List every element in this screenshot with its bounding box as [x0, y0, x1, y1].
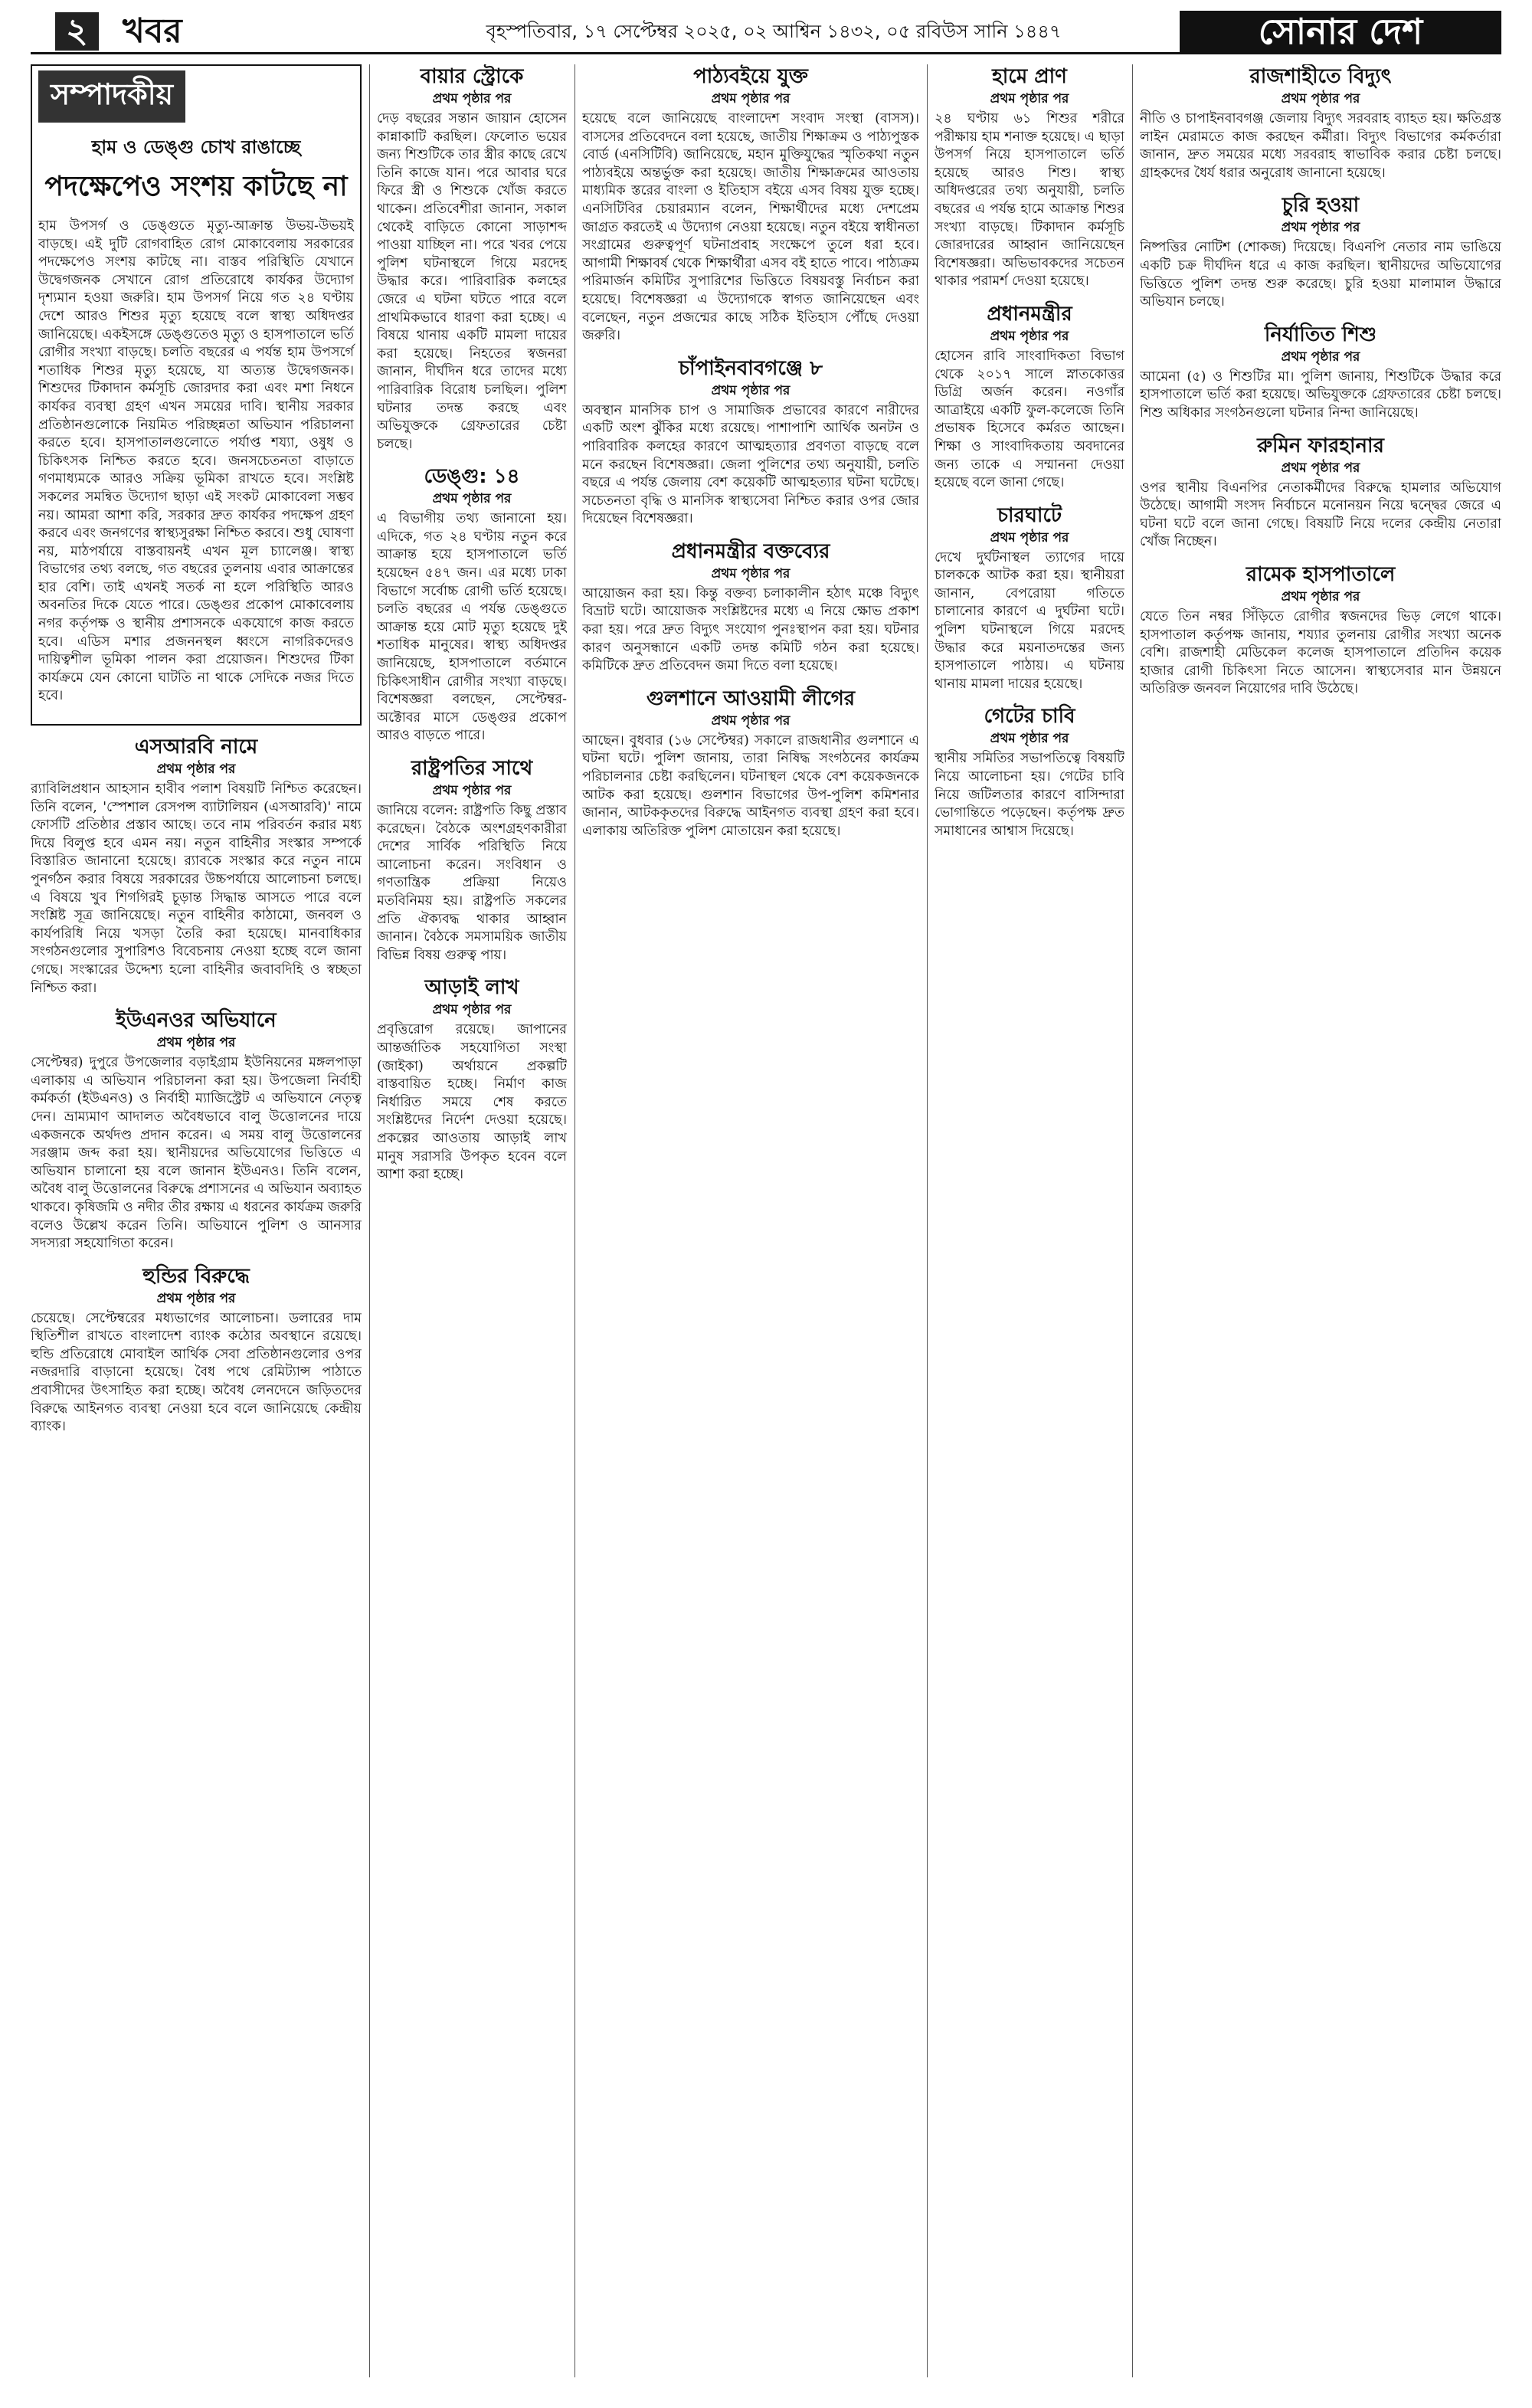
continued-label: প্রথম পৃষ্ঠার পর — [432, 491, 512, 507]
article-churi — [1140, 193, 1501, 311]
editorial-label: সম্পাদকীয় — [38, 70, 185, 123]
article-title: চারঘাটে — [997, 503, 1062, 527]
article-title: রুমিন ফারহানার — [1257, 434, 1384, 457]
editorial-headline: পদক্ষেপেও সংশয় কাটছে না — [44, 171, 348, 202]
article-title: গুলশানে আওয়ামী লীগের — [646, 686, 856, 710]
article-ham — [935, 64, 1124, 291]
article-body: জানিয়ে বলেন: রাষ্ট্রপতি কিছু প্রস্তাব করেছেন। বৈঠকে অংশগ্রহণকারীরা দেশের সার্বিক পরিস্থিতি নিয়ে আলোচনা করেন। সংবিধান ও গণতান্ত্রিক প্রক্রিয়া নিয়েও মতবিনিময় হয়। রাষ্ট্রপতি সকলের প্রতি ঐক্যবদ্ধ থাকার আহ্বান জানান। বৈঠকে সমসাময়িক জাতীয় বিভিন্ন বিষয় গুরুত্ব পায়। — [377, 803, 567, 963]
article-body: আয়োজন করা হয়। কিন্তু বক্তব্য চলাকালীন হঠাৎ মঞ্চে বিদ্যুৎ বিভ্রাট ঘটে। আয়োজক সংশ্লিষ্টদের মধ্যে এ নিয়ে ক্ষোভ প্রকাশ করা হয়। পরে দ্রুত বিদ্যুৎ সংযোগ পুনঃস্থাপন করা হয়। ঘটনার কারণ অনুসন্ধানে একটি তদন্ত কমিটি গঠন করা হয়েছে। কমিটিকে দ্রুত প্রতিবেদন জমা দিতে বলা হয়েছে। — [582, 585, 919, 674]
article-pathyabai — [582, 64, 919, 346]
article-bayar — [377, 64, 567, 454]
column-1 — [31, 64, 362, 2385]
article-hundi — [31, 1264, 362, 1437]
article-charghat — [935, 503, 1124, 694]
article-title: নির্যাতিত শিশু — [1264, 323, 1377, 346]
article-body: র‍্যাবিলিপ্রধান আহসান হাবীব পলাশ বিষয়টি নিশ্চিত করেছেন। তিনি বলেন, 'স্পেশাল রেসপন্স ব্যাটালিয়ন (এসআরবি)' নামে ফোর্সটি প্রতিষ্ঠার প্রস্তাব আছে। তবে নাম পরিবর্তন করার মধ্য দিয়ে বিলুপ্ত হবে এমন নয়। নতুন বাহিনীর সংস্কার সম্পর্কে বিস্তারিত জানানো হয়েছে। র‍্যাবকে সংস্কার করে নতুন নামে পুনর্গঠন করার বিষয়ে সরকারের উচ্চপর্যায়ে আলোচনা চলছে। এ বিষয়ে খুব শিগগিরই চূড়ান্ত সিদ্ধান্ত আসতে পারে বলে সংশ্লিষ্ট সূত্র জানিয়েছে। নতুন বাহিনীর কাঠামো, জনবল ও কার্যপরিধি নিয়ে খসড়া তৈরি করা হয়েছে। মানবাধিকার সংগঠনগুলোর সুপারিশও বিবেচনায় নেওয়া হচ্ছে বলে জানা গেছে। সংস্কারের উদ্দেশ্য হলো বাহিনীর জবাবদিহি ও স্বচ্ছতা নিশ্চিত করা। — [31, 781, 362, 996]
article-gate — [935, 704, 1124, 840]
column-rule — [369, 64, 370, 2377]
continued-label: প্রথম পৃষ্ঠার পর — [156, 1035, 236, 1051]
article-rab — [31, 735, 362, 998]
continued-label: প্রথম পৃষ্ঠার পর — [156, 1290, 236, 1306]
continued-label: প্রথম পৃষ্ঠার পর — [711, 382, 791, 398]
continued-label: প্রথম পৃষ্ঠার পর — [711, 713, 791, 729]
article-title: বায়ার স্ট্রোকে — [420, 65, 524, 88]
masthead-logo: সোনার দেশ — [1180, 11, 1501, 52]
article-title: আড়াই লাখ — [424, 976, 519, 1000]
continued-label: প্রথম পৃষ্ঠার পর — [432, 1002, 512, 1018]
column-2 — [377, 64, 567, 2385]
continued-label: প্রথম পৃষ্ঠার পর — [990, 328, 1069, 344]
column-rule — [927, 64, 928, 2377]
article-body: আছেন। বুধবার (১৬ সেপ্টেম্বর) সকালে রাজধানীর গুলশানে এ ঘটনা ঘটে। পুলিশ জানায়, তারা নিষিদ্ধ সংগঠনের কার্যক্রম পরিচালনার চেষ্টা করছিলেন। ঘটনাস্থল থেকে বেশ কয়েকজনকে আটক করা হয়েছে। গুলশান বিভাগের উপ-পুলিশ কমিশনার জানান, আটককৃতদের বিরুদ্ধে আইনগত ব্যবস্থা গ্রহণ করা হবে। এলাকায় অতিরিক্ত পুলিশ মোতায়েন করা হয়েছে। — [582, 732, 919, 839]
article-title: ডেঙ্গু: ১৪ — [424, 465, 520, 489]
continued-label: প্রথম পৃষ্ঠার পর — [432, 91, 512, 106]
column-rule — [574, 64, 575, 2377]
article-title: পাঠ্যবইয়ে যুক্ত — [693, 65, 808, 88]
editorial-body: হাম উপসর্গ ও ডেঙ্গুতে মৃত্যু-আক্রান্ত উভয়-উভয়ই বাড়ছে। এই দুটি রোগবাহিত রোগ মোকাবেলায় সরকারের পদক্ষেপেও সংশয় কাটছে না। বাস্তব পরিস্থিতি যেখানে উদ্বেগজনক সেখানে রোগ প্রতিরোধে কার্যকর উদ্যোগ দৃশ্যমান হওয়া জরুরি। হাম উপসর্গ নিয়ে গত ২৪ ঘণ্টায় দেশে আরও শিশুর মৃত্যু হয়েছে বলে স্বাস্থ্য অধিদপ্তর জানিয়েছে। একইসঙ্গে ডেঙ্গুতেও মৃত্যু ও হাসপাতালে ভর্তি রোগীর সংখ্যা বাড়ছে। চলতি বছরের এ পর্যন্ত হাম উপসর্গে শতাধিক শিশুর মৃত্যু হয়েছে, যা অত্যন্ত উদ্বেগজনক। শিশুদের টিকাদান কর্মসূচি জোরদার করা এবং মশা নিধনে কার্যকর ব্যবস্থা গ্রহণ এখন সময়ের দাবি। স্থানীয় সরকার প্রতিষ্ঠানগুলোকে নিয়মিত পরিচ্ছন্নতা অভিযান পরিচালনা করতে হবে। হাসপাতালগুলোতে পর্যাপ্ত শয্যা, ওষুধ ও চিকিৎসক নিশ্চিত করতে হবে। জনসচেতনতা বাড়াতে গণমাধ্যমকে আরও সক্রিয় ভূমিকা রাখতে হবে। সংশ্লিষ্ট সকলের সমন্বিত উদ্যোগ ছাড়া এই সংকট মোকাবেলা সম্ভব নয়। আমরা আশা করি, সরকার দ্রুত কার্যকর পদক্ষেপ গ্রহণ করবে এবং জনগণের স্বাস্থ্যসুরক্ষা নিশ্চিত করবে। শুধু ঘোষণা নয়, মাঠপর্যায়ে বাস্তবায়নই এখন মূল চ্যালেঞ্জ। স্বাস্থ্য বিভাগের তথ্য বলছে, গত বছরের তুলনায় এবার আক্রান্তের হার বেশি। তাই এখনই সতর্ক না হলে পরিস্থিতি আরও অবনতির দিকে যেতে পারে। ডেঙ্গুর প্রকোপ মোকাবেলায় নগর কর্তৃপক্ষ ও স্থানীয় প্রশাসনকে একযোগে কাজ করতে হবে। এডিস মশার প্রজননস্থল ধ্বংসে নাগরিকদেরও দায়িত্বশীল ভূমিকা পালন করা প্রয়োজন। শিশুদের টিকা কার্যক্রমে যেন কোনো ঘাটতি না থাকে সেদিকে নজর দিতে হবে। — [38, 218, 354, 704]
article-title: রাজশাহীতে বিদ্যুৎ — [1249, 65, 1392, 88]
article-title: প্রধানমন্ত্রীর বক্তব্যের — [671, 539, 830, 563]
article-body: চেয়েছে। সেপ্টেম্বরের মধ্যভাগের আলোচনা। ডলারের দাম স্থিতিশীল রাখতে বাংলাদেশ ব্যাংক কঠোর অবস্থানে রয়েছে। হুন্ডি প্রতিরোধে মোবাইল আর্থিক সেবা প্রতিষ্ঠানগুলোর ওপর নজরদারি বাড়ানো হয়েছে। বৈধ পথে রেমিট্যান্স পাঠাতে প্রবাসীদের উৎসাহিত করা হচ্ছে। অবৈধ লেনদেনে জড়িতদের বিরুদ্ধে আইনগত ব্যবস্থা নেওয়া হবে বলে জানিয়েছে কেন্দ্রীয় ব্যাংক। — [31, 1310, 362, 1435]
continued-label: প্রথম পৃষ্ঠার পর — [1281, 349, 1360, 365]
article-body: দেখে দুর্ঘটনাস্থল ত্যাগের দায়ে চালককে আটক করা হয়। স্থানীয়রা জানান, বেপরোয়া গতিতে চালানোর কারণে এ দুর্ঘটনা ঘটে। পুলিশ ঘটনাস্থলে গিয়ে মরদেহ উদ্ধার করে ময়নাতদন্তের জন্য হাসপাতালে পাঠায়। এ ঘটনায় থানায় মামলা দায়ের হয়েছে। — [935, 549, 1124, 692]
article-rajshahi-power — [1140, 64, 1501, 182]
article-nirjatito — [1140, 323, 1501, 423]
article-title: হুন্ডির বিরুদ্ধে — [142, 1264, 250, 1288]
column-4 — [935, 64, 1124, 2385]
column-rule — [1132, 64, 1133, 2377]
article-title: প্রধানমন্ত্রীর — [987, 302, 1072, 326]
continued-label: প্রথম পৃষ্ঠার পর — [711, 91, 791, 106]
continued-label: প্রথম পৃষ্ঠার পর — [1281, 91, 1360, 106]
article-pm — [935, 302, 1124, 493]
section-name: খবর — [123, 11, 182, 51]
continued-label: প্রথম পৃষ্ঠার পর — [1281, 220, 1360, 236]
article-body: আমেনা (৫) ও শিশুটির মা। পুলিশ জানায়, শিশুটিকে উদ্ধার করে হাসপাতালে ভর্তি করা হয়েছে। অভিযুক্তকে গ্রেফতারের চেষ্টা চলছে। শিশু অধিকার সংগঠনগুলো ঘটনার নিন্দা জানিয়েছে। — [1140, 369, 1501, 421]
article-dengue — [377, 464, 567, 745]
article-body: যেতে তিন নম্বর সিঁড়িতে রোগীর স্বজনদের ভিড় লেগে থাকে। হাসপাতাল কর্তৃপক্ষ জানায়, শয্যার তুলনায় রোগীর সংখ্যা অনেক বেশি। রাজশাহী মেডিকেল কলেজ হাসপাতালে প্রতিদিন কয়েক হাজার রোগী চিকিৎসা নিতে আসেন। স্বাস্থ্যসেবার মান উন্নয়নে অতিরিক্ত জনবল নিয়োগের দাবি উঠেছে। — [1140, 608, 1501, 697]
column-5 — [1140, 64, 1501, 2385]
article-body: নিষ্পত্তির নোটিশ (শোকজ) দিয়েছে। বিএনপি নেতার নাম ভাঙিয়ে একটি চক্র দীর্ঘদিন ধরে এ কাজ করছিল। স্থানীয়দের অভিযোগের ভিত্তিতে পুলিশ তদন্ত শুরু করেছে। চুরি হওয়া মালামাল উদ্ধারে অভিযান চলছে। — [1140, 240, 1501, 310]
article-title: চাঁপাইনবাবগঞ্জে ৮ — [679, 356, 823, 380]
continued-label: প্রথম পৃষ্ঠার পর — [990, 529, 1069, 545]
article-bokkhobbo — [582, 539, 919, 676]
continued-label: প্রথম পৃষ্ঠার পর — [990, 91, 1069, 106]
article-body: সেপ্টেম্বর) দুপুরে উপজেলার বড়াইগ্রাম ইউনিয়নের মঙ্গলপাড়া এলাকায় এ অভিযান পরিচালনা করা হয়। উপজেলা নির্বাহী কর্মকর্তা (ইউএনও) ও নির্বাহী ম্যাজিস্ট্রেট এ অভিযানে নেতৃত্ব দেন। ভ্রাম্যমাণ আদালত অবৈধভাবে বালু উত্তোলনের দায়ে একজনকে অর্থদণ্ড প্রদান করেন। এ সময় বালু উত্তোলনের সরঞ্জাম জব্দ করা হয়। স্থানীয়দের অভিযোগের ভিত্তিতে এ অভিযান চালানো হয় বলে জানান ইউএনও। তিনি বলেন, অবৈধ বালু উত্তোলনের বিরুদ্ধে প্রশাসনের এ অভিযান অব্যাহত থাকবে। কৃষিজমি ও নদীর তীর রক্ষায় এ ধরনের কার্যক্রম জরুরি বলেও উল্লেখ করেন তিনি। অভিযানে পুলিশ ও আনসার সদস্যরা সহযোগিতা করেন। — [31, 1055, 362, 1252]
article-title: গেটের চাবি — [984, 705, 1075, 729]
continued-label: প্রথম পৃষ্ঠার পর — [1281, 460, 1360, 476]
article-body: অবস্থান মানসিক চাপ ও সামাজিক প্রভাবের কারণে নারীদের একটি অংশ ঝুঁকির মধ্যে রয়েছে। পাশাপাশি আর্থিক অনটন ও পারিবারিক কলহের কারণে আত্মহত্যার প্রবণতা বাড়ছে বলে মনে করছেন বিশেষজ্ঞরা। জেলা পুলিশের তথ্য অনুযায়ী, চলতি বছরে এ পর্যন্ত জেলায় বেশ কয়েকটি আত্মহত্যার ঘটনা ঘটেছে। সচেতনতা বৃদ্ধি ও মানসিক স্বাস্থ্যসেবা নিশ্চিত করার ওপর জোর দিয়েছেন বিশেষজ্ঞরা। — [582, 402, 919, 527]
article-title: চুরি হওয়া — [1282, 194, 1360, 218]
article-chapai — [582, 356, 919, 529]
article-title: ইউএনওর অভিযানে — [116, 1009, 277, 1033]
article-title: রাষ্ট্রপতির সাথে — [411, 757, 533, 780]
article-title: এসআরবি নামে — [134, 736, 258, 759]
continued-label: প্রথম পৃষ্ঠার পর — [432, 783, 512, 798]
dateline: বৃহস্পতিবার, ১৭ সেপ্টেম্বর ২০২৫, ০২ আশ্বিন ১৪৩২, ০৫ রবিউস সানি ১৪৪৭ — [486, 21, 1062, 42]
article-body: নীতি ও চাপাইনবাবগঞ্জ জেলায় বিদ্যুৎ সরবরাহ ব্যাহত হয়। ক্ষতিগ্রস্ত লাইন মেরামতে কাজ করছেন কর্মীরা। বিদ্যুৎ বিভাগের কর্মকর্তারা জানান, দ্রুত সময়ের মধ্যে সরবরাহ স্বাভাবিক করার চেষ্টা চলছে। গ্রাহকদের ধৈর্য ধরার অনুরোধ জানানো হয়েছে। — [1140, 111, 1501, 181]
page-header — [31, 11, 1501, 54]
article-body: ২৪ ঘণ্টায় ৬১ শিশুর শরীরে পরীক্ষায় হাম শনাক্ত হয়েছে। এ ছাড়া উপসর্গ নিয়ে হাসপাতালে ভর্তি হয়েছে আরও শিশু। স্বাস্থ্য অধিদপ্তরের তথ্য অনুযায়ী, চলতি বছরের এ পর্যন্ত হামে আক্রান্ত শিশুর সংখ্যা বাড়ছে। টিকাদান কর্মসূচি জোরদারের আহ্বান জানিয়েছেন বিশেষজ্ঞরা। অভিভাবকদের সচেতন থাকার পরামর্শ দেওয়া হয়েছে। — [935, 111, 1124, 290]
article-gulshan — [582, 686, 919, 841]
article-ramek — [1140, 562, 1501, 699]
article-body: হোসেন রাবি সাংবাদিকতা বিভাগ থেকে ২০১৭ সালে স্নাতকোত্তর ডিগ্রি অর্জন করেন। নওগাঁর আত্রাইয়ে একটি ফুল-কলেজে তিনি প্রভাষক হিসেবে কর্মরত আছেন। শিক্ষা ও সাংবাদিকতায় অবদানের জন্য তাকে এ সম্মাননা দেওয়া হয়েছে বলে জানা গেছে। — [935, 348, 1124, 491]
continued-label: প্রথম পৃষ্ঠার পর — [711, 565, 791, 582]
article-body: ওপর স্থানীয় বিএনপির নেতাকর্মীদের বিরুদ্ধে হামলার অভিযোগ উঠেছে। আগামী সংসদ নির্বাচনে মনোনয়ন নিয়ে দ্বন্দ্বের জেরে এ ঘটনা ঘটে বলে জানা গেছে। বিষয়টি নিয়ে দলের কেন্দ্রীয় নেতারা খোঁজ নিচ্ছেন। — [1140, 480, 1501, 550]
editorial-box — [31, 64, 362, 726]
article-body: প্রবৃত্তিরোগ রয়েছে। জাপানের আন্তর্জাতিক সহযোগিতা সংস্থা (জাইকা) অর্থায়নে প্রকল্পটি বাস্তবায়িত হচ্ছে। নির্মাণ কাজ নির্ধারিত সময়ে শেষ করতে সংশ্লিষ্টদের নির্দেশ দেওয়া হয়েছে। প্রকল্পের আওতায় আড়াই লাখ মানুষ সরাসরি উপকৃত হবেন বলে আশা করা হচ্ছে। — [377, 1022, 567, 1183]
article-body: হয়েছে বলে জানিয়েছে বাংলাদেশ সংবাদ সংস্থা (বাসস)। বাসসের প্রতিবেদনে বলা হয়েছে, জাতীয় শিক্ষাক্রম ও পাঠ্যপুস্তক বোর্ড (এনসিটিবি) জানিয়েছে, মহান মুক্তিযুদ্ধের স্মৃতিকথা নতুন পাঠ্যবইয়ে অন্তর্ভুক্ত করা হয়েছে। জাতীয় শিক্ষাক্রমের আওতায় মাধ্যমিক স্তরের বাংলা ও ইতিহাস বইয়ে এসব বিষয় যুক্ত হচ্ছে। এনসিটিবির চেয়ারম্যান বলেন, শিক্ষার্থীদের মধ্যে দেশপ্রেম জাগ্রত করতেই এ উদ্যোগ নেওয়া হয়েছে। নতুন বইয়ে স্বাধীনতা সংগ্রামের গুরুত্বপূর্ণ ঘটনাপ্রবাহ সংক্ষেপে তুলে ধরা হবে। আগামী শিক্ষাবর্ষ থেকে শিক্ষার্থীরা এসব বই হাতে পাবে। পাঠ্যক্রম পরিমার্জন কমিটির সুপারিশের ভিত্তিতে বিষয়বস্তু নির্বাচন করা হয়েছে। বিশেষজ্ঞরা এ উদ্যোগকে স্বাগত জানিয়েছেন এবং বলেছেন, নতুন প্রজন্মের কাছে সঠিক ইতিহাস পৌঁছে দেওয়া জরুরি। — [582, 111, 919, 344]
article-title: হামে প্রাণ — [992, 65, 1067, 88]
editorial-subtitle: হাম ও ডেঙ্গু চোখ রাঙাচ্ছে — [91, 136, 301, 158]
continued-label: প্রথম পৃষ্ঠার পর — [990, 731, 1069, 747]
article-president — [377, 756, 567, 965]
article-title: রামেক হাসপাতালে — [1246, 562, 1396, 586]
article-un — [31, 1008, 362, 1253]
article-arai — [377, 975, 567, 1184]
continued-label: প্রথম পৃষ্ঠার পর — [1281, 588, 1360, 604]
article-body: এ বিভাগীয় তথ্য জানানো হয়। এদিকে, গত ২৪ ঘণ্টায় নতুন করে আক্রান্ত হয়ে হাসপাতালে ভর্তি হয়েছেন ৫৪৭ জন। এর মধ্যে ঢাকা বিভাগে সর্বোচ্চ রোগী ভর্তি হয়েছে। চলতি বছরের এ পর্যন্ত ডেঙ্গুতে আক্রান্ত হয়ে মোট মৃত্যু হয়েছে দুই শতাধিক মানুষের। স্বাস্থ্য অধিদপ্তর জানিয়েছে, হাসপাতালে বর্তমানে চিকিৎসাধীন রোগীর সংখ্যা বাড়ছে। বিশেষজ্ঞরা বলছেন, সেপ্টেম্বর-অক্টোবর মাসে ডেঙ্গুর প্রকোপ আরও বাড়তে পারে। — [377, 511, 567, 744]
article-body: স্থানীয় সমিতির সভাপতিত্বে বিষয়টি নিয়ে আলোচনা হয়। গেটের চাবি নিয়ে জটিলতার কারণে বাসিন্দারা ভোগান্তিতে পড়েছেন। কর্তৃপক্ষ দ্রুত সমাধানের আশ্বাস দিয়েছে। — [935, 751, 1124, 839]
column-3 — [582, 64, 919, 2385]
article-rumin — [1140, 434, 1501, 552]
continued-label: প্রথম পৃষ্ঠার পর — [156, 762, 236, 778]
page-number: ২ — [55, 12, 99, 51]
article-body: দেড় বছরের সন্তান জায়ান হোসেন কান্নাকাটি করছিল। ফেলোত ভয়ের জন্য শিশুটিকে তার স্ত্রীর কাছে রেখে তিনি কাজে যান। পরে আবার ঘরে ফিরে স্ত্রী ও শিশুকে খোঁজ করতে থাকেন। প্রতিবেশীরা জানান, সকাল থেকেই বাড়িতে কোনো সাড়াশব্দ পাওয়া যাচ্ছিল না। পরে খবর পেয়ে পুলিশ ঘটনাস্থলে গিয়ে মরদেহ উদ্ধার করে। পারিবারিক কলহের জেরে এ ঘটনা ঘটতে পারে বলে প্রাথমিকভাবে ধারণা করা হচ্ছে। এ বিষয়ে থানায় একটি মামলা দায়ের করা হয়েছে। নিহতের স্বজনরা জানান, দীর্ঘদিন ধরে তাদের মধ্যে পারিবারিক বিরোধ চলছিল। পুলিশ ঘটনার তদন্ত করছে এবং অভিযুক্তকে গ্রেফতারের চেষ্টা চলছে। — [377, 111, 567, 452]
